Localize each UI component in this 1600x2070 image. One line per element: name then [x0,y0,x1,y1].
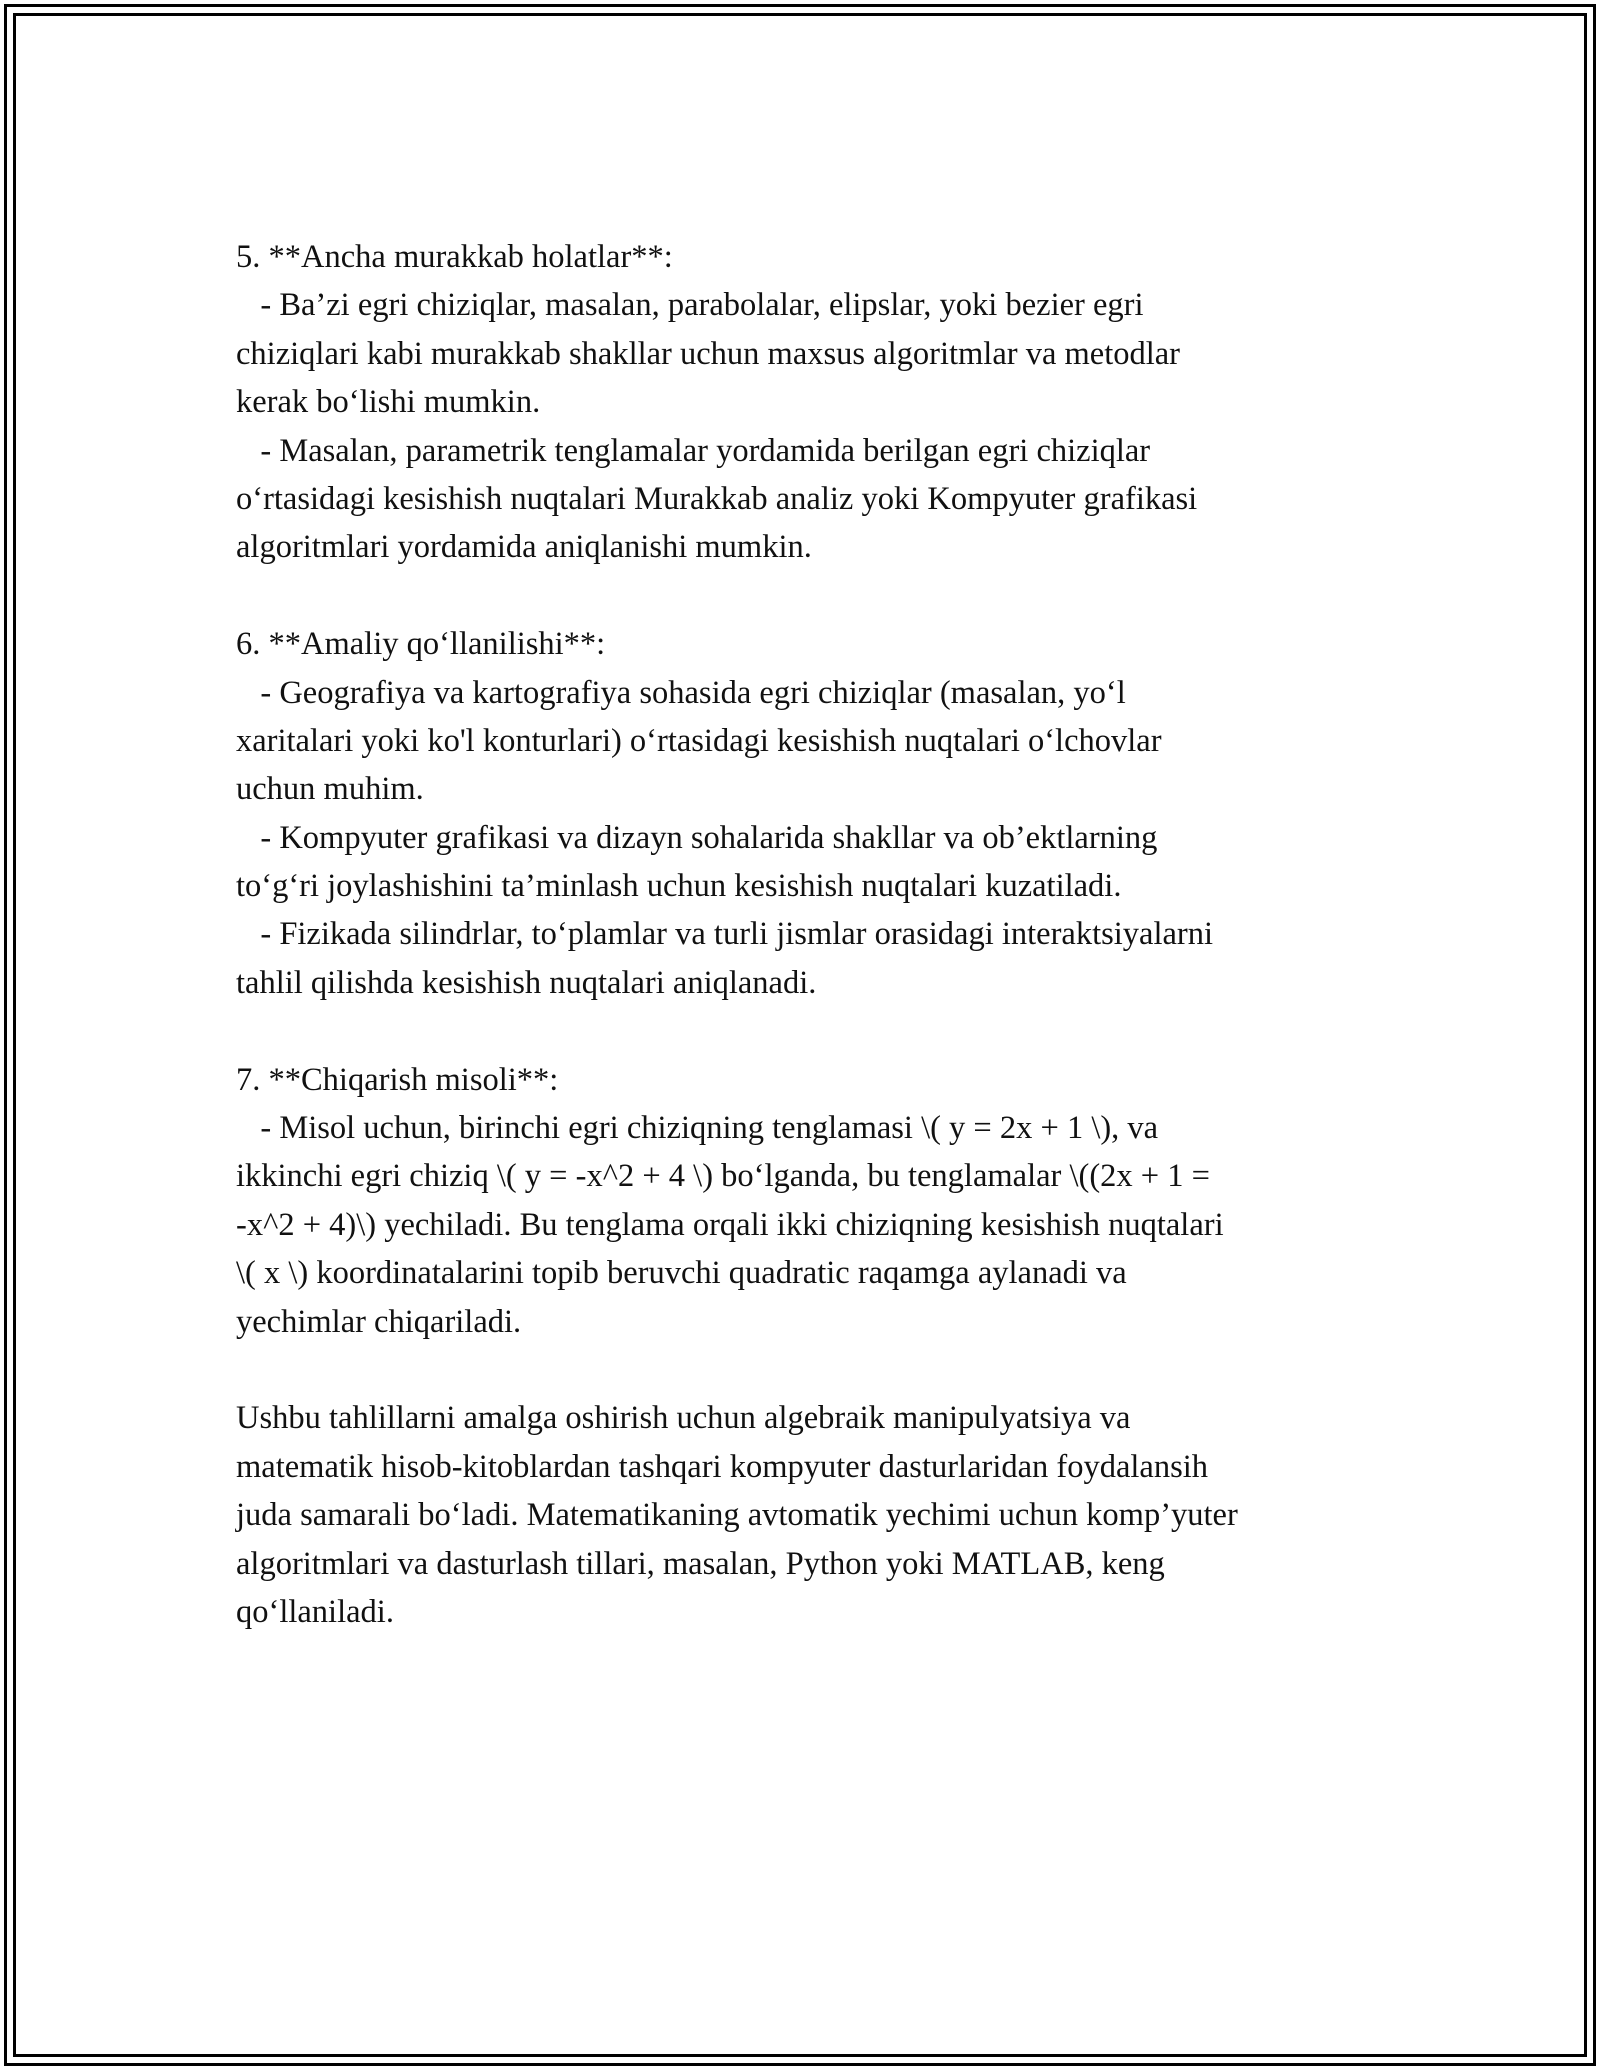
section-6 [236,620,1416,1007]
text-line: o‘rtasidagi kesishish nuqtalari Murakkab analiz yoki Kompyuter grafikasi [236,480,1198,517]
text-line: to‘g‘ri joylashishini ta’minlash uchun kesishish nuqtalari kuzatiladi. [236,868,1122,905]
text-line: -x^2 + 4)\) yechiladi. Bu tenglama orqali ikki chiziqning kesishish nuqtalari [236,1206,1224,1243]
text-line: Ushbu tahlillarni amalga oshirish uchun algebraik manipulyatsiya va [236,1400,1131,1437]
section-5 [236,233,1416,572]
text-line: algoritmlari va dasturlash tillari, masalan, Python yoki MATLAB, keng [236,1545,1165,1582]
text-line: \( x \) koordinatalarini topib beruvchi quadratic raqamga aylanadi va [236,1255,1127,1292]
text-line: chiziqlari kabi murakkab shakllar uchun maxsus algoritmlar va metodlar [236,335,1181,372]
text-line: matematik hisob-kitoblardan tashqari kompyuter dasturlaridan foydalansih [236,1448,1209,1485]
document-body [236,233,1416,1636]
conclusion-paragraph [236,1394,1416,1636]
text-line: algoritmlari yordamida aniqlanishi mumkin. [236,529,812,566]
text-line: - Fizikada silindrlar, to‘plamlar va turli jismlar orasidagi interaktsiyalarni [236,916,1214,953]
section-heading: 5. **Ancha murakkab holatlar**: [236,239,673,275]
text-line: - Geografiya va kartografiya sohasida egri chiziqlar (masalan, yo‘l [236,674,1126,711]
text-line: ikkinchi egri chiziq \( y = -x^2 + 4 \) bo‘lganda, bu tenglamalar \((2x + 1 = [236,1158,1210,1195]
text-line: - Masalan, parametrik tenglamalar yordamida berilgan egri chiziqlar [236,432,1151,469]
section-heading: 6. **Amaliy qo‘llanilishi**: [236,626,606,663]
text-line: - Ba’zi egri chiziqlar, masalan, parabolalar, elipslar, yoki bezier egri [236,287,1144,324]
text-line: - Misol uchun, birinchi egri chiziqning tenglamasi \( y = 2x + 1 \), va [236,1110,1159,1147]
paragraph-gap [236,1346,1416,1394]
paragraph-gap [236,572,1416,620]
text-line: yechimlar chiqariladi. [236,1303,522,1340]
paragraph-gap [236,1007,1416,1055]
text-line: qo‘llaniladi. [236,1593,394,1630]
text-line: kerak bo‘lishi mumkin. [236,384,541,421]
section-heading: 7. **Chiqarish misoli**: [236,1061,559,1098]
text-line: juda samarali bo‘ladi. Matematikaning avtomatik yechimi uchun komp’yuter [236,1497,1238,1534]
text-line: - Kompyuter grafikasi va dizayn sohalarida shakllar va ob’ektlarning [236,819,1158,856]
section-7 [236,1056,1416,1346]
text-line: uchun muhim. [236,771,424,808]
text-line: tahlil qilishda kesishish nuqtalari aniqlanadi. [236,964,817,1001]
text-line: xaritalari yoki ko'l konturlari) o‘rtasidagi kesishish nuqtalari o‘lchovlar [236,722,1162,759]
